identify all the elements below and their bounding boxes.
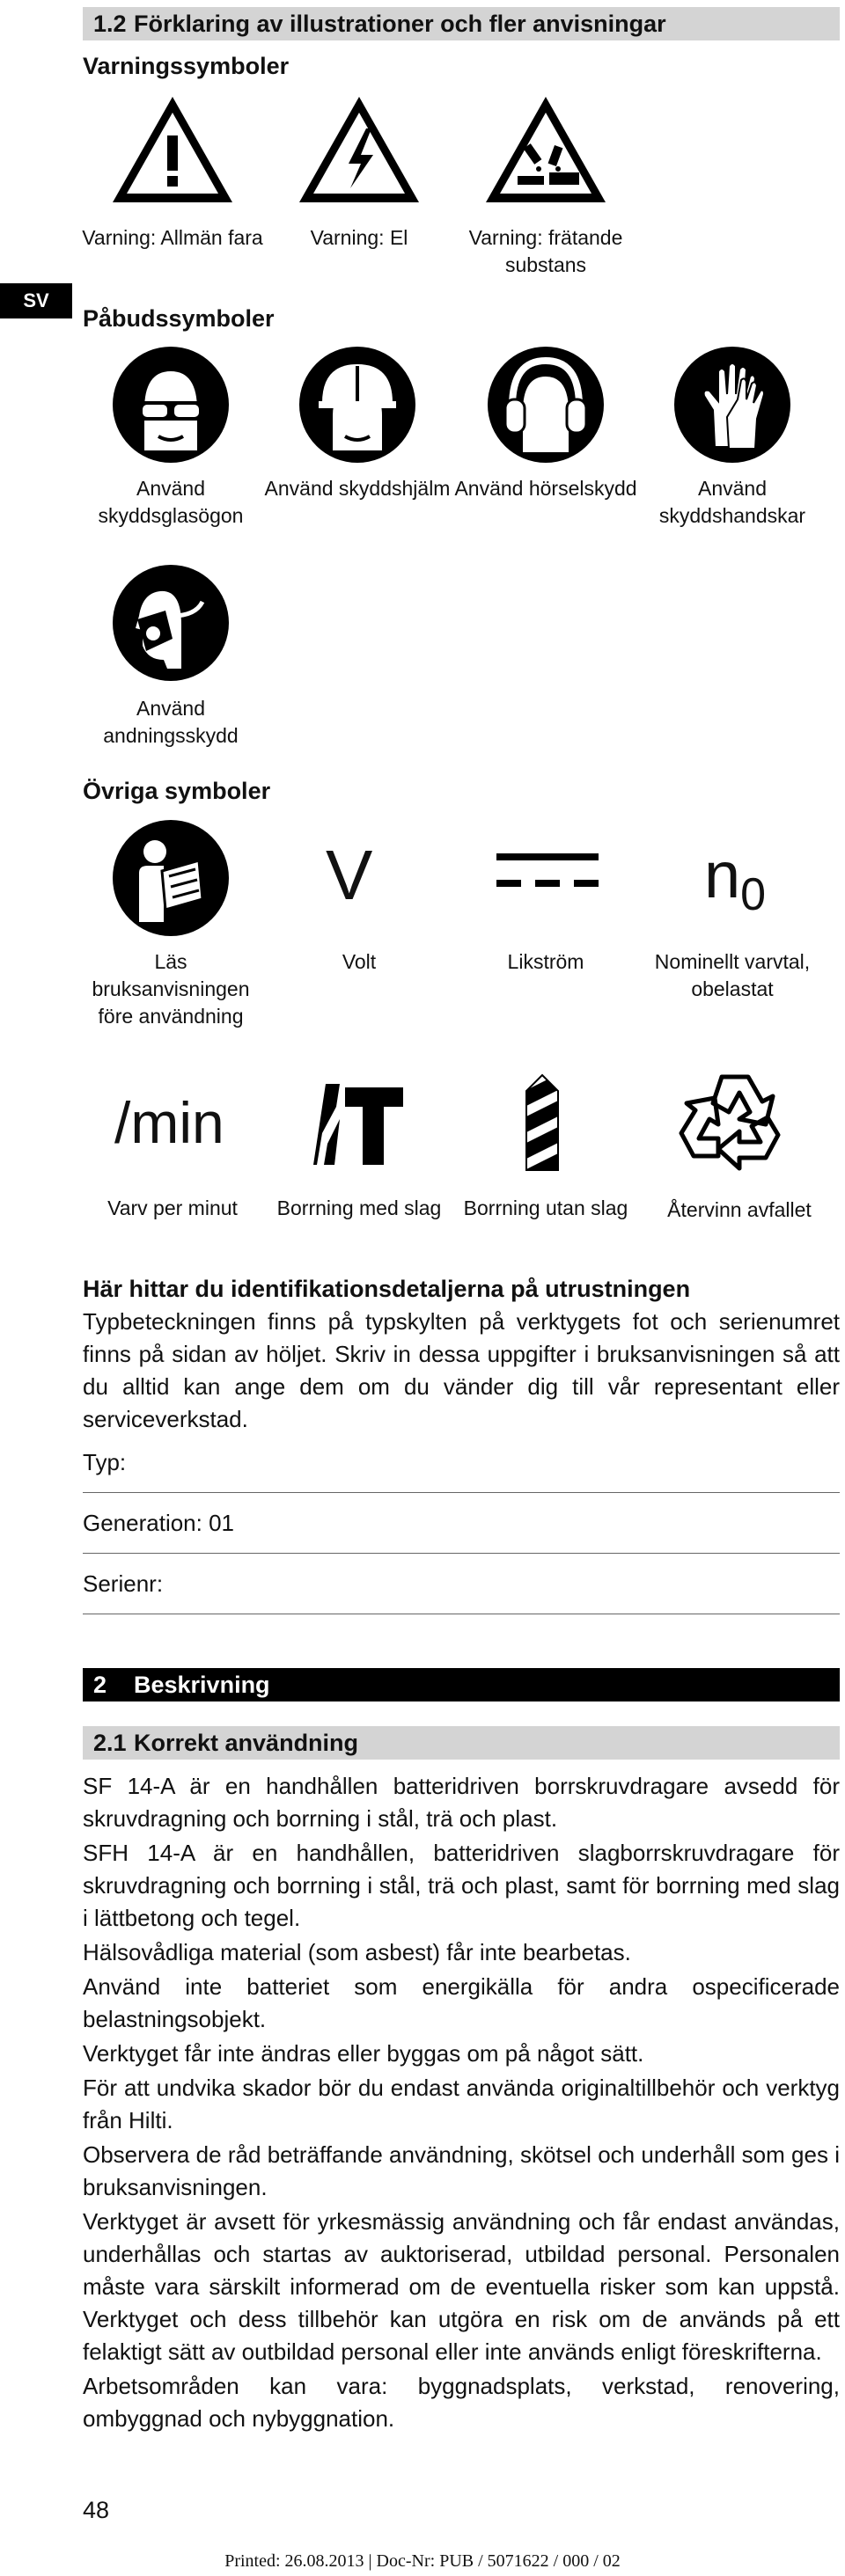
usage-paragraph: Verktyget får inte ändras eller byggas om på något sätt. (83, 2040, 644, 2067)
drilling-caption: Borrning utan slag (463, 1197, 628, 1219)
drilling-icon (525, 1073, 560, 1172)
usage-text (83, 1770, 840, 2437)
warning-corrosive-icon (482, 93, 609, 206)
section-number: 1.2 (93, 11, 127, 37)
read-manual-icon (111, 818, 231, 938)
warning-general-icon (109, 93, 236, 206)
section-2-1-header (83, 1726, 840, 1760)
page-number: 48 (83, 2497, 110, 2523)
hammer-drilling-icon (310, 1080, 407, 1168)
warning-electric-caption: Varning: El (310, 226, 408, 249)
ear-protection-icon (486, 345, 606, 465)
recycle-icon (678, 1068, 792, 1177)
section-number: 2.1 (93, 1730, 127, 1756)
ear-protection-caption: Använd hörselskydd (454, 477, 637, 500)
volt-caption: Volt (342, 950, 377, 973)
nominal-speed-caption: Nominellt varvtal, obelastat (654, 950, 811, 1000)
type-field: Typ: (83, 1432, 840, 1493)
usage-paragraph: SF 14-A är en handhållen batteridriven borrskruvdragare avsedd för skruvdragning och borrning i stål, trä och plast. (83, 1773, 840, 1832)
identification-text (83, 1306, 840, 1438)
warning-symbols-heading: Varningssymboler (83, 53, 290, 79)
identification-heading: Här hittar du identifikationsdetaljerna på utrustningen (83, 1276, 691, 1302)
usage-paragraph: Hälsovådliga material (som asbest) får inte bearbetas. (83, 1939, 631, 1965)
gloves-icon (672, 345, 792, 465)
section-title: Beskrivning (134, 1672, 270, 1698)
warning-electric-icon (296, 93, 422, 206)
nominal-speed-icon (704, 836, 766, 922)
generation-field: Generation: 01 (83, 1493, 840, 1554)
usage-paragraph: SFH 14-A är en handhållen, batteridriven slagborrskruvdragare för skruvdragning och borrning i stål, trä och plast, samt för borrning med slag i lättbetong och tegel. (83, 1840, 840, 1931)
hard-hat-caption: Använd skyddshjälm (264, 477, 451, 500)
direct-current-caption: Likström (507, 950, 584, 973)
per-minute-icon: /min (114, 1090, 224, 1155)
identification-paragraph: Typbeteckningen finns på typskylten på verktygets fot och serienumret finns på sidan av höljet. Skriv in dessa uppgifter i bruksanvisningen så att du alltid kan ange dem om du vänder dig till vår representant eller serviceverkstad. (83, 1308, 840, 1432)
hammer-drilling-caption: Borrning med slag (276, 1197, 442, 1219)
usage-paragraph: Arbetsområden kan vara: byggnadsplats, verkstad, renovering, ombyggnad och nybyggnation. (83, 2373, 840, 2432)
safety-glasses-caption: Använd skyddsglasögon (98, 477, 244, 527)
nominal-speed-subscript: 0 (740, 869, 767, 920)
per-minute-caption: Varv per minut (107, 1197, 238, 1219)
warning-corrosive-caption: Varning: frätande substans (468, 226, 623, 276)
recycle-caption: Återvinn avfallet (667, 1198, 812, 1221)
read-manual-caption: Läs bruksanvisningen före användning (92, 950, 250, 1028)
usage-paragraph: För att undvika skador bör du endast använda originaltillbehör och verktyg från Hilti. (83, 2075, 840, 2133)
respirator-icon (111, 563, 231, 683)
section-1-2-header (83, 7, 840, 40)
safety-glasses-icon (111, 345, 231, 465)
print-footer: Printed: 26.08.2013 | Doc-Nr: PUB / 5071622 / 000 / 02 (224, 2551, 621, 2571)
language-tab: SV (0, 283, 72, 318)
section-2-header (83, 1668, 840, 1701)
section-title: Korrekt användning (134, 1730, 359, 1756)
gloves-caption: Använd skyddshandskar (658, 477, 806, 527)
nominal-speed-glyph: n (704, 838, 741, 911)
usage-paragraph: Använd inte batteriet som energikälla för andra ospecificerade belastningsobjekt. (83, 1973, 840, 2032)
serial-number-field: Serienr: (83, 1554, 840, 1614)
usage-paragraph: Observera de råd beträffande användning, skötsel och underhåll som ges i bruksanvisningen. (83, 2141, 840, 2200)
usage-paragraph: Verktyget är avsett för yrkesmässig användning och får endast användas, underhållas och startas av auktoriserad, utbildad personal. Personalen måste vara särskilt informerad om de eventuella risker som kan uppstå. Verktyget och dess tillbehör kan utgöra en risk om de används på ett felaktigt sätt av outbildad personal eller inte används enligt föreskrifterna. (83, 2208, 840, 2365)
warning-general-caption: Varning: Allmän fara (82, 226, 263, 249)
section-number: 2 (93, 1672, 107, 1698)
direct-current-icon (493, 850, 602, 894)
respirator-caption: Använd andningsskydd (103, 697, 239, 747)
volt-icon: V (326, 836, 373, 914)
section-title: Förklaring av illustrationer och fler anvisningar (134, 11, 666, 37)
mandatory-symbols-heading: Påbudssymboler (83, 305, 275, 332)
other-symbols-heading: Övriga symboler (83, 778, 271, 804)
hard-hat-icon (298, 345, 417, 465)
